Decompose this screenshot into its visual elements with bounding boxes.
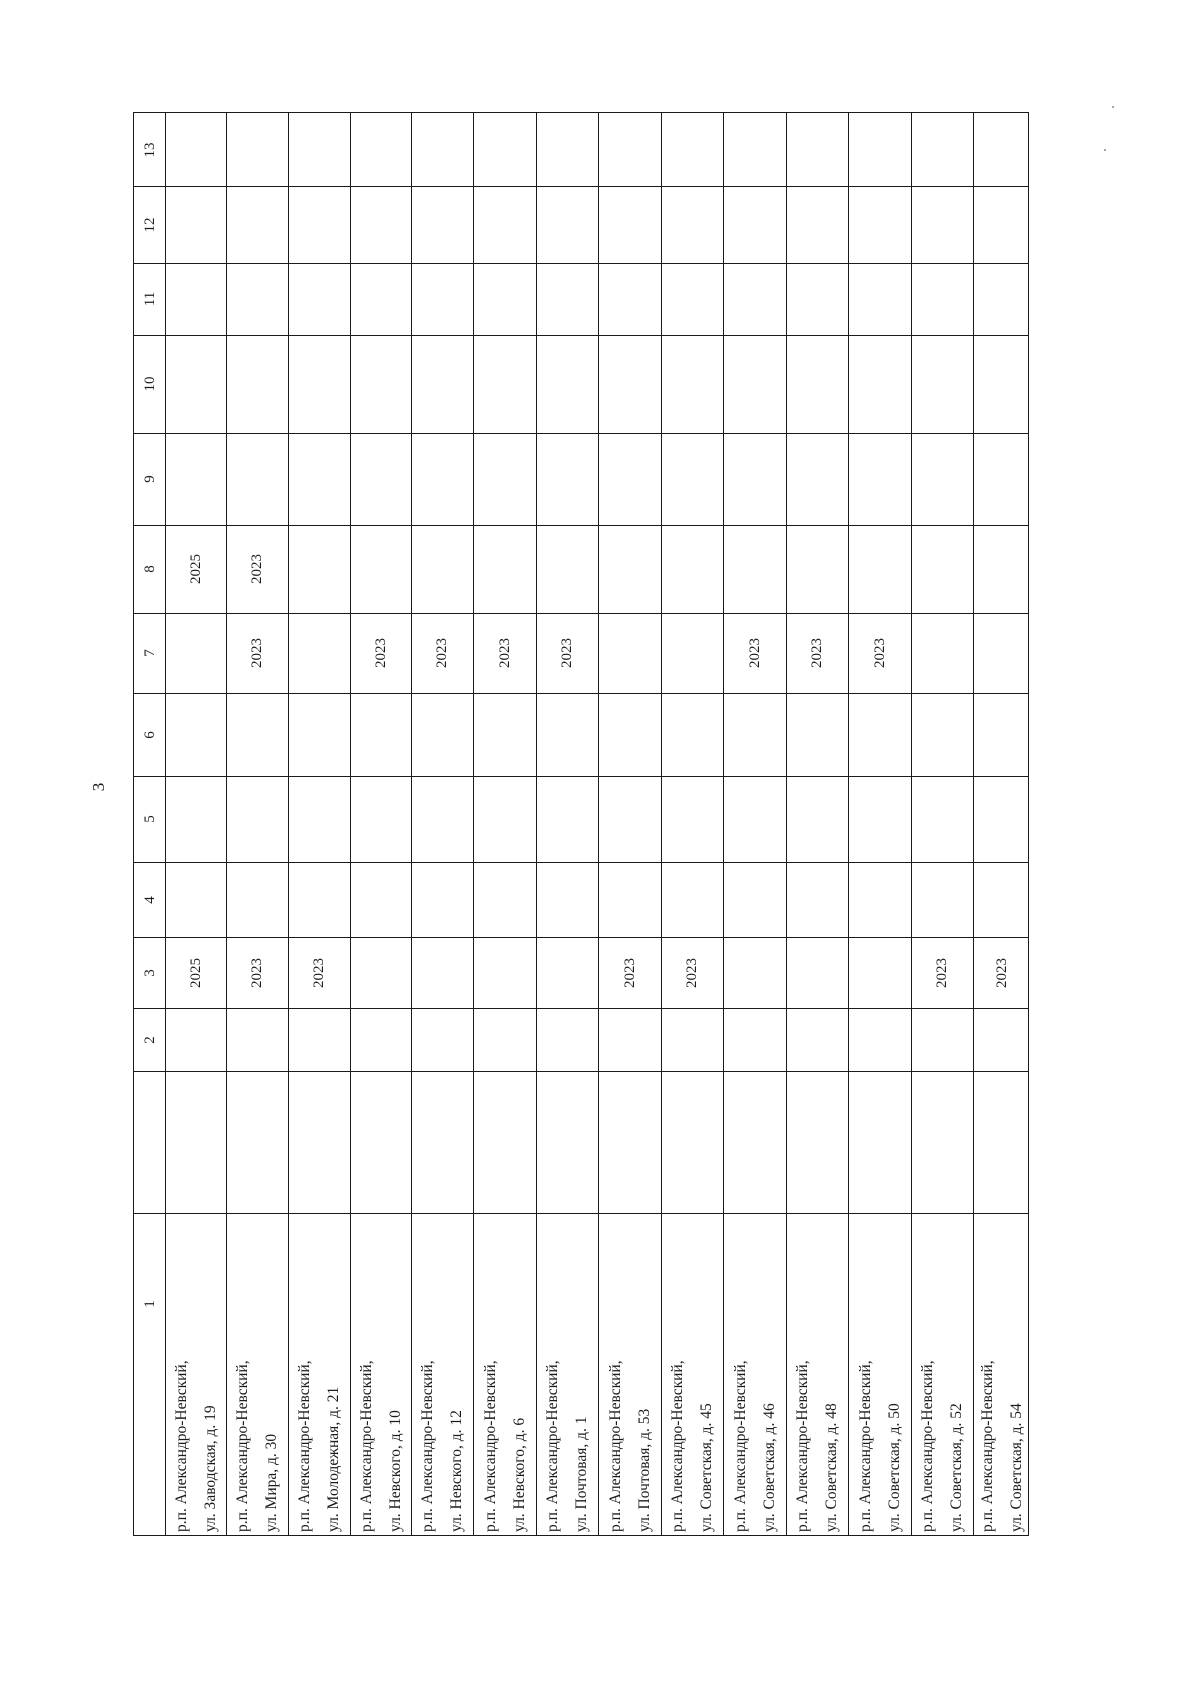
address-line-1: р.п. Александро-Невский, xyxy=(731,1360,749,1532)
address-line-2: ул. Советская, д. 46 xyxy=(760,1403,778,1532)
address-line-2: ул. Невского, д. 6 xyxy=(510,1417,528,1532)
address-line-2: ул. Почтовая, д. 53 xyxy=(635,1408,653,1532)
column-header-7: 7 xyxy=(141,649,158,657)
column-divider xyxy=(134,937,1028,938)
address-line-1: р.п. Александро-Невский, xyxy=(606,1360,624,1532)
address-cell xyxy=(913,1076,971,1532)
column-header-10: 10 xyxy=(141,376,158,392)
address-line-2: ул. Мира, д. 30 xyxy=(263,1433,280,1532)
column-divider xyxy=(134,186,1028,187)
address-line-2: ул. Заводская, д. 19 xyxy=(201,1405,219,1532)
address-cell xyxy=(601,1076,659,1532)
column-header-2: 2 xyxy=(141,1035,158,1044)
year-cell-col3: 2025 xyxy=(187,957,204,988)
address-line-1: р.п. Александро-Невский, xyxy=(172,1360,190,1532)
row-divider xyxy=(786,113,787,1535)
scan-speck xyxy=(1104,149,1106,151)
address-line-1: р.п. Александро-Невский, xyxy=(669,1360,686,1532)
address-cell xyxy=(663,1076,721,1532)
year-cell-col3: 2023 xyxy=(993,957,1010,988)
address-line-1: р.п. Александро-Невский, xyxy=(978,1360,996,1532)
row-divider xyxy=(165,113,166,1535)
year-cell-col7: 2023 xyxy=(809,638,825,668)
data-table xyxy=(133,112,1029,1536)
row-divider xyxy=(473,113,474,1535)
address-cell xyxy=(476,1076,534,1532)
page-number: 3 xyxy=(89,782,108,792)
address-cell xyxy=(726,1076,784,1532)
row-divider xyxy=(723,113,724,1535)
row-divider xyxy=(598,113,599,1535)
address-line-2: ул. Советская, д. 52 xyxy=(948,1403,965,1532)
address-line-2: ул. Невского, д. 12 xyxy=(448,1410,465,1532)
year-cell-col3: 2023 xyxy=(311,957,327,988)
address-line-1: р.п. Александро-Невский, xyxy=(234,1360,251,1532)
address-cell xyxy=(538,1076,596,1532)
column-divider xyxy=(134,1071,1028,1072)
column-header-3: 3 xyxy=(141,968,158,977)
column-divider xyxy=(134,1008,1028,1009)
address-line-2: ул. Советская, д. 54 xyxy=(1007,1403,1025,1532)
address-line-2: ул. Почтовая, д. 1 xyxy=(573,1416,590,1532)
address-cell xyxy=(228,1076,286,1532)
year-cell-col3: 2023 xyxy=(934,957,950,988)
row-divider xyxy=(661,113,662,1535)
address-cell xyxy=(290,1076,348,1532)
column-divider xyxy=(134,613,1028,614)
column-header-1: 1 xyxy=(141,1300,158,1308)
year-cell-col3: 2023 xyxy=(249,957,265,988)
year-cell-col7: 2023 xyxy=(249,638,265,668)
address-line-2: ул. Невского, д. 10 xyxy=(386,1410,404,1532)
column-divider xyxy=(134,693,1028,694)
address-line-1: р.п. Александро-Невский, xyxy=(919,1360,936,1532)
column-header-5: 5 xyxy=(141,815,158,823)
year-cell-col7: 2023 xyxy=(559,638,575,668)
address-cell xyxy=(973,1076,1031,1532)
row-divider xyxy=(226,113,227,1535)
row-divider xyxy=(848,113,849,1535)
address-line-1: р.п. Александро-Невский, xyxy=(856,1360,874,1532)
address-line-1: р.п. Александро-Невский, xyxy=(794,1360,811,1532)
year-cell-col8: 2025 xyxy=(187,554,204,584)
column-divider xyxy=(134,862,1028,863)
column-header-6: 6 xyxy=(141,730,158,739)
address-cell xyxy=(413,1076,471,1532)
address-line-1: р.п. Александро-Невский, xyxy=(296,1360,313,1532)
column-divider xyxy=(134,433,1028,434)
column-header-4: 4 xyxy=(141,895,158,904)
address-line-2: ул. Советская, д. 45 xyxy=(698,1403,715,1532)
year-cell-col8: 2023 xyxy=(249,554,265,584)
column-header-9: 9 xyxy=(141,475,158,483)
year-cell-col3: 2023 xyxy=(621,957,638,988)
address-cell xyxy=(167,1076,225,1532)
row-divider xyxy=(288,113,289,1535)
year-cell-col3: 2023 xyxy=(684,957,700,988)
address-cell xyxy=(788,1076,846,1532)
year-cell-col7: 2023 xyxy=(372,638,389,668)
column-header-13: 13 xyxy=(141,142,158,157)
address-line-1: р.п. Александро-Невский, xyxy=(544,1360,561,1532)
address-line-1: р.п. Александро-Невский, xyxy=(357,1360,375,1532)
address-line-2: ул. Советская, д. 50 xyxy=(885,1403,903,1532)
address-line-1: р.п. Александро-Невский, xyxy=(419,1360,436,1532)
year-cell-col7: 2023 xyxy=(434,638,450,668)
address-line-1: р.п. Александро-Невский, xyxy=(481,1360,499,1532)
year-cell-col7: 2023 xyxy=(871,638,888,668)
column-header-12: 12 xyxy=(141,217,158,232)
address-line-2: ул. Советская, д. 48 xyxy=(823,1403,840,1532)
row-divider xyxy=(350,113,351,1535)
column-header-11: 11 xyxy=(141,291,158,307)
column-divider xyxy=(134,335,1028,336)
row-divider xyxy=(411,113,412,1535)
address-cell xyxy=(352,1076,410,1532)
scan-speck xyxy=(1112,106,1114,108)
column-divider xyxy=(134,525,1028,526)
column-header-8: 8 xyxy=(141,565,158,573)
address-line-2: ул. Молодежная, д. 21 xyxy=(325,1386,342,1532)
column-divider xyxy=(134,263,1028,264)
row-divider xyxy=(911,113,912,1535)
address-cell xyxy=(851,1076,909,1532)
column-divider xyxy=(134,776,1028,777)
year-cell-col7: 2023 xyxy=(746,638,763,668)
year-cell-col7: 2023 xyxy=(496,638,513,668)
row-divider xyxy=(536,113,537,1535)
